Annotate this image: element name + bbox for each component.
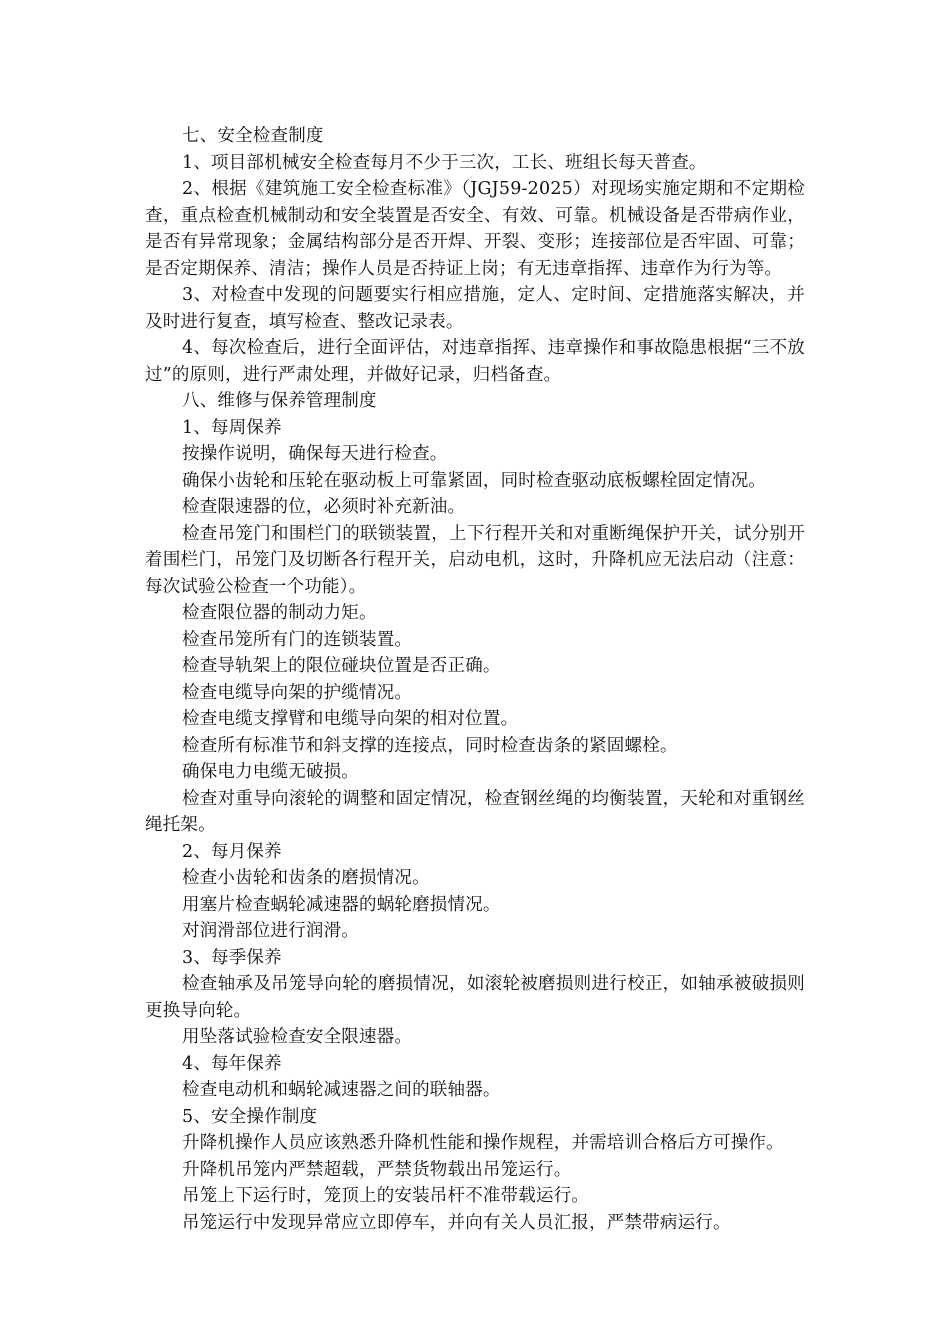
paragraph: 确保小齿轮和压轮在驱动板上可靠紧固，同时检查驱动底板螺栓固定情况。	[182, 470, 767, 491]
paragraph: 检查导轨架上的限位碰块位置是否正确。	[182, 656, 501, 676]
paragraph: 检查吊笼门和围栏门的联锁装置，上下行程开关和对重断绳保护开关，试分别开着围栏门，吊笼门及切断各行程开关，启动电机，这时，升降机应无法启动（注意：每次试验公检查一个功能）。	[145, 523, 805, 597]
paragraph: 检查轴承及吊笼导向轮的磨损情况，如滚轮被磨损则进行校正，如轴承被破损则更换导向轮。	[145, 974, 805, 1021]
paragraph: 1、项目部机械安全检查每月不少于三次，工长、班组长每天普查。	[182, 152, 707, 173]
paragraph: 2、根据《建筑施工安全检查标准》（JGJ59-2025）对现场实施定期和不定期检查，重点检查机械制动和安全装置是否安全、有效、可靠。机械设备是否带病作业，是否有异常现象；金属结构部分是否开焊、开裂、变形；连接部位是否牢固、可靠；是否定期保养、清洁；操作人员是否持证上岗；有无违章指挥、违章作为行为等。	[145, 179, 805, 279]
paragraph: 用坠落试验检查安全限速器。	[182, 1027, 413, 1047]
subsection-heading: 3、每季保养	[182, 947, 282, 968]
paragraph: 用塞片检查蜗轮减速器的蜗轮磨损情况。	[182, 894, 501, 915]
paragraph: 检查电缆支撑臂和电缆导向架的相对位置。	[182, 709, 519, 729]
paragraph: 检查限速器的位，必须时补充新油。	[182, 497, 466, 517]
subsection-heading: 1、每周保养	[182, 417, 282, 438]
paragraph: 确保电力电缆无破损。	[182, 762, 359, 782]
paragraph: 吊笼运行中发现异常应立即停车，并向有关人员汇报，严禁带病运行。	[182, 1212, 731, 1233]
paragraph: 检查电缆导向架的护缆情况。	[182, 682, 413, 703]
paragraph: 检查限位器的制动力矩。	[182, 603, 377, 623]
paragraph: 按操作说明，确保每天进行检查。	[182, 444, 448, 464]
paragraph: 升降机吊笼内严禁超载，严禁货物载出吊笼运行。	[182, 1159, 572, 1180]
paragraph: 4、每次检查后，进行全面评估，对违章指挥、违章操作和事故隐患根据“三不放过”的原则，进行严肃处理，并做好记录，归档备查。	[145, 338, 805, 385]
paragraph: 检查所有标准节和斜支撑的连接点，同时检查齿条的紧固螺栓。	[182, 735, 678, 756]
paragraph: 检查电动机和蜗轮减速器之间的联轴器。	[182, 1080, 501, 1100]
paragraph: 吊笼上下运行时，笼顶上的安装吊杆不准带载运行。	[182, 1186, 590, 1206]
subsection-heading: 5、安全操作制度	[182, 1106, 318, 1127]
paragraph: 升降机操作人员应该熟悉升降机性能和操作规程，并需培训合格后方可操作。	[182, 1133, 784, 1153]
section-heading-8: 八、维修与保养管理制度	[182, 391, 377, 411]
section-heading-7: 七、安全检查制度	[182, 126, 324, 146]
document-page	[145, 123, 805, 1236]
subsection-heading: 4、每年保养	[182, 1053, 282, 1074]
paragraph: 检查对重导向滚轮的调整和固定情况，检查钢丝绳的均衡装置，天轮和对重钢丝绳托架。	[145, 788, 805, 835]
paragraph: 对润滑部位进行润滑。	[182, 921, 359, 941]
paragraph: 检查吊笼所有门的连锁装置。	[182, 629, 413, 650]
subsection-heading: 2、每月保养	[182, 841, 282, 862]
paragraph: 3、对检查中发现的问题要实行相应措施，定人、定时间、定措施落实解决，并及时进行复查，填写检查、整改记录表。	[145, 285, 805, 332]
paragraph: 检查小齿轮和齿条的磨损情况。	[182, 868, 430, 888]
